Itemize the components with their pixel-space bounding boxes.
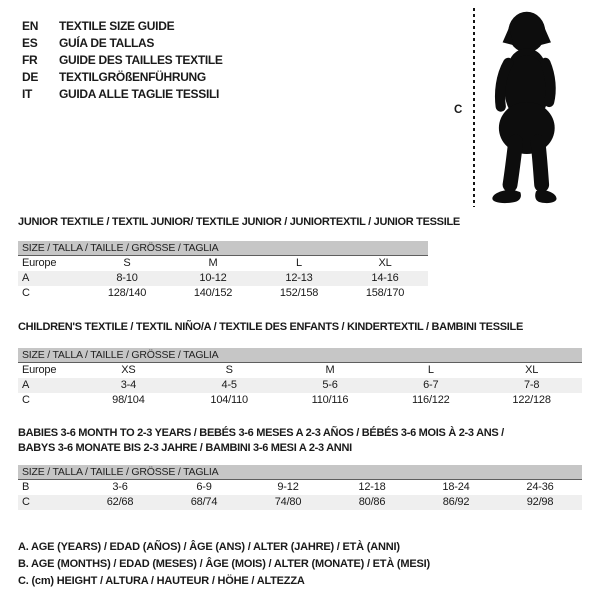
language-code: EN: [22, 19, 39, 33]
size-cell: 122/128: [512, 394, 551, 406]
table-row: [18, 378, 582, 393]
language-code: IT: [22, 87, 33, 101]
size-cell: XS: [121, 364, 136, 376]
size-cell: 92/98: [526, 496, 554, 508]
size-cell: M: [208, 257, 218, 269]
table-row: [18, 286, 428, 301]
size-cell: 152/158: [279, 287, 319, 299]
size-cell: S: [123, 257, 131, 269]
language-code: FR: [22, 53, 38, 67]
children-size-header-bar: SIZE / TALLA / TAILLE / GRÖSSE / TAGLIA: [18, 348, 582, 363]
size-cell: 4-5: [221, 379, 237, 391]
size-cell: XL: [378, 257, 392, 269]
babies-table-title-line2: BABYS 3-6 MONATE BIS 2-3 JAHRE / BAMBINI 3-6 MESI A 2-3 ANNI: [18, 442, 352, 454]
size-cell: 12-13: [285, 272, 313, 284]
note-line: B. AGE (MONTHS) / EDAD (MESES) / ÂGE (MOIS) / ALTER (MONATE) / ETÀ (MESI): [18, 558, 430, 570]
row-label: Europe: [22, 257, 57, 269]
table-row: [18, 393, 582, 408]
junior-size-header-bar: SIZE / TALLA / TAILLE / GRÖSSE / TAGLIA: [18, 241, 428, 256]
row-label: C: [22, 496, 30, 508]
size-cell: 140/152: [193, 287, 233, 299]
language-list: [22, 18, 223, 103]
size-cell: 10-12: [199, 272, 227, 284]
row-label: C: [22, 287, 30, 299]
size-cell: 104/110: [210, 394, 248, 406]
babies-size-header-bar: SIZE / TALLA / TAILLE / GRÖSSE / TAGLIA: [18, 465, 582, 480]
size-cell: 5-6: [322, 379, 338, 391]
size-cell: 158/170: [365, 287, 405, 299]
size-cell: 128/140: [107, 287, 147, 299]
language-row: [22, 52, 223, 69]
table-row: [18, 271, 428, 286]
size-cell: 3-4: [120, 379, 137, 391]
row-label: C: [22, 394, 30, 406]
note-line: A. AGE (YEARS) / EDAD (AÑOS) / ÂGE (ANS) / ALTER (JAHRE) / ETÀ (ANNI): [18, 541, 400, 553]
size-cell: 7-8: [523, 379, 540, 391]
size-cell: 6-7: [423, 379, 439, 391]
junior-table-title: JUNIOR TEXTILE / TEXTIL JUNIOR/ TEXTILE JUNIOR / JUNIORTEXTIL / JUNIOR TESSILE: [18, 216, 460, 228]
note-line: C. (cm) HEIGHT / ALTURA / HAUTEUR / HÖHE / ALTEZZA: [18, 575, 305, 587]
size-cell: 12-18: [358, 481, 386, 493]
language-title: GUIDA ALLE TAGLIE TESSILI: [59, 87, 220, 101]
size-cell: L: [296, 257, 302, 269]
size-cell: 86/92: [442, 496, 470, 508]
children-table-title: CHILDREN'S TEXTILE / TEXTIL NIÑO/A / TEXTILE DES ENFANTS / KINDERTEXTIL / BAMBINI TESSILE: [18, 321, 523, 333]
size-cell: L: [427, 364, 434, 376]
table-row: [18, 256, 428, 271]
children-size-table: [18, 363, 582, 408]
junior-size-table: [18, 256, 428, 301]
babies-size-table: [18, 480, 582, 510]
language-code: DE: [22, 70, 39, 84]
size-cell: 6-9: [196, 481, 212, 493]
size-cell: XL: [525, 364, 539, 376]
language-code: ES: [22, 36, 38, 50]
size-cell: 110/116: [311, 394, 349, 406]
size-cell: 24-36: [526, 481, 554, 493]
table-row: [18, 495, 582, 510]
size-cell: 68/74: [190, 496, 218, 508]
table-row: [18, 363, 582, 378]
language-title: TEXTILE SIZE GUIDE: [59, 19, 175, 33]
table-row: [18, 480, 582, 495]
size-cell: 98/104: [112, 394, 145, 406]
size-cell: S: [225, 364, 233, 376]
size-cell: 14-16: [371, 272, 399, 284]
language-title: GUÍA DE TALLAS: [59, 36, 155, 50]
size-cell: 74/80: [274, 496, 302, 508]
language-title: GUIDE DES TAILLES TEXTILE: [59, 53, 223, 67]
row-label: B: [22, 481, 30, 493]
row-label: Europe: [22, 364, 57, 376]
height-dashed-line: [473, 8, 475, 207]
legend-notes: [18, 539, 430, 590]
size-cell: 8-10: [116, 272, 138, 284]
language-row: [22, 86, 223, 103]
height-label: C: [454, 104, 463, 116]
size-cell: 116/122: [412, 394, 450, 406]
size-cell: 9-12: [277, 481, 299, 493]
row-label: A: [22, 379, 30, 391]
size-cell: 3-6: [112, 481, 128, 493]
language-row: [22, 35, 223, 52]
language-title: TEXTILGRÖßENFÜHRUNG: [59, 70, 206, 84]
babies-table-title: [18, 426, 504, 456]
size-cell: 62/68: [106, 496, 134, 508]
row-label: A: [22, 272, 30, 284]
language-row: [22, 69, 223, 86]
language-row: [22, 18, 223, 35]
size-cell: 80/86: [358, 496, 386, 508]
baby-silhouette-icon: [484, 6, 577, 210]
size-cell: 18-24: [442, 481, 470, 493]
babies-table-title-line1: BABIES 3-6 MONTH TO 2-3 YEARS / BEBÉS 3-6 MESES A 2-3 AÑOS / BÉBÉS 3-6 MOIS À 2-3 ANS /: [18, 427, 504, 439]
size-cell: M: [325, 364, 335, 376]
